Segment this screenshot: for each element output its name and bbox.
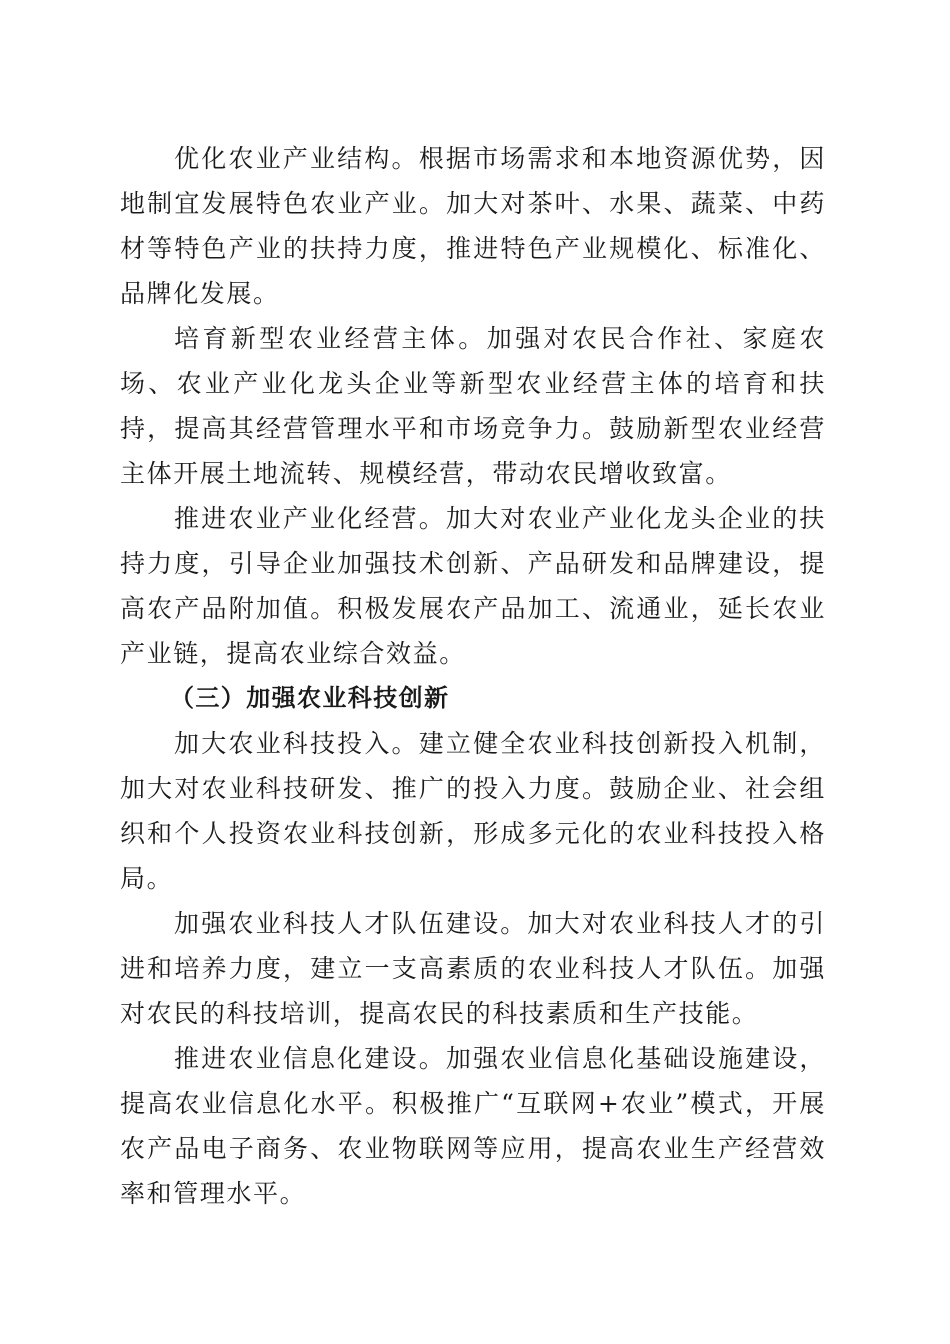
paragraph-informatization: 推进农业信息化建设。加强农业信息化基础设施建设，提高农业信息化水平。积极推广“互联网+农业”模式，开展农产品电子商务、农业物联网等应用，提高农业生产经营效率和管理水平。 <box>120 1044 826 1208</box>
paragraph-tech-investment: 加大农业科技投入。建立健全农业科技创新投入机制，加大对农业科技研发、推广的投入力度。鼓励企业、社会组织和个人投资农业科技创新，形成多元化的农业科技投入格局。 <box>120 729 826 893</box>
paragraph-new-entities: 培育新型农业经营主体。加强对农民合作社、家庭农场、农业产业化龙头企业等新型农业经营主体的培育和扶持，提高其经营管理水平和市场竞争力。鼓励新型农业经营主体开展土地流转、规模经营，带动农民增收致富。 <box>120 324 826 488</box>
document-body <box>120 136 826 1216</box>
section-heading: （三）加强农业科技创新 <box>170 684 450 712</box>
paragraph-optimize-structure: 优化农业产业结构。根据市场需求和本地资源优势，因地制宜发展特色农业产业。加大对茶叶、水果、蔬菜、中药材等特色产业的扶持力度，推进特色产业规模化、标准化、品牌化发展。 <box>120 144 826 308</box>
paragraph-tech-talent: 加强农业科技人才队伍建设。加大对农业科技人才的引进和培养力度，建立一支高素质的农业科技人才队伍。加强对农民的科技培训，提高农民的科技素质和生产技能。 <box>120 909 826 1028</box>
paragraph-industrialization: 推进农业产业化经营。加大对农业产业化龙头企业的扶持力度，引导企业加强技术创新、产品研发和品牌建设，提高农产品附加值。积极发展农产品加工、流通业，延长农业产业链，提高农业综合效益。 <box>120 504 826 668</box>
